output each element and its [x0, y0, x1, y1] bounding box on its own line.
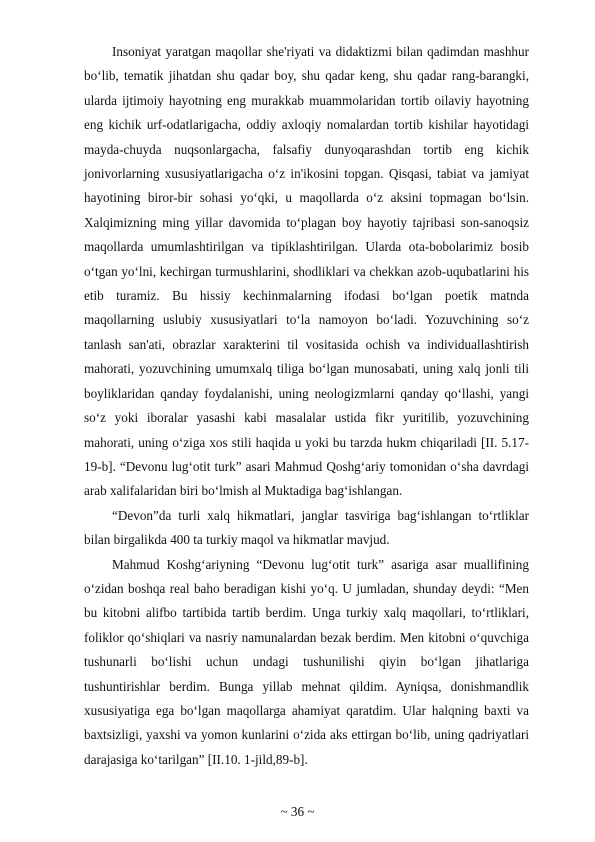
- document-page: [84, 40, 529, 772]
- paragraph-koshgariy-quote: Mahmud Koshg‘ariyning “Devonu lug‘otit turk” asariga asar muallifining o‘zidan boshqa real baho beradigan kishi yo‘q. U jumladan, shunday deydi: “Men bu kitobni alifbo tartibida tartib berdim. Unga turkiy xalq maqollari, to‘rtliklari, foliklor qo‘shiqlari va nasriy namunalardan bezak berdim. Men kitobni o‘quvchiga tushunarli bo‘lishi uchun undagi tushunilishi qiyin bo‘lgan jihatlariga tushuntirishlar berdim. Bunga yillab mehnat qildim. Ayniqsa, donishmandlik xususiyatiga ega bo‘lgan maqollarga ahamiyat qaratdim. Ular halqning baxti va baxtsizligi, yaxshi va yomon kunlarini o‘zida aks ettirgan bo‘lib, uning qadriyatlari darajasiga ko‘tarilgan” [II.10. 1-jild,89-b].: [84, 556, 529, 767]
- page-number: ~ 36 ~: [280, 804, 315, 819]
- paragraph-proverbs-intro: Insoniyat yaratgan maqollar she'riyati va didaktizmi bilan qadimdan mashhur bo‘lib, tematik jihatdan shu qadar boy, shu qadar keng, shu qadar rang-barangki, ularda ijtimoiy hayotning eng murakkab muammolaridan tortib oilaviy hayotning eng kichik urf-odatlarigacha, oddiy axloqiy nomalardan tortib kishilar hayotidagi mayda-chuyda nuqsonlargacha, falsafiy dunyoqarashdan tortib eng kichik jonivorlarning xususiyatlarigacha o‘z in'ikosini topgan. Qisqasi, tabiat va jamiyat hayotining biror-bir sohasi yo‘qki, u maqollarda o‘z aksini topmagan bo‘lsin. Xalqimizning ming yillar davomida to‘plagan boy hayotiy tajribasi son-sanoqsiz maqollarda umumlashtirilgan va tipiklashtirilgan. Ularda ota-bobolarimiz bosib o‘tgan yo‘lni, kechirgan turmushlarini, shodliklari va chekkan azob-uqubatlarini his etib turamiz. Bu hissiy kechinmalarning ifodasi bo‘lgan poetik matnda maqollarning uslubiy xususiyatlari to‘la namoyon bo‘ladi. Yozuvchining so‘z tanlash san'ati, obrazlar xarakterini til vositasida ochish va individuallashtirish mahorati, yozuvchining umumxalq tiliga bo‘lgan munosabati, uning xalq jonli tili boyliklaridan qanday foydalanishi, uning neologizmlarni qanday qo‘llashi, yangi so‘z yoki iboralar yasashi kabi masalalar ustida fikr yuritilib, yozuvchining mahorati, uning o‘ziga xos stili haqida u yoki bu tarzda hukm chiqariladi [II. 5.17-19-b]. “Devonu lug‘otit turk” asari Mahmud Qoshg‘ariy tomonidan o‘sha davrdagi arab xalifalaridan biri bo‘lmish al Muktadiga bag‘ishlangan.: [84, 44, 529, 499]
- paragraph-devon-contents: “Devon”da turli xalq hikmatlari, janglar tasviriga bag‘ishlangan to‘rtliklar bilan birgalikda 400 ta turkiy maqol va hikmatlar mavjud.: [84, 507, 529, 548]
